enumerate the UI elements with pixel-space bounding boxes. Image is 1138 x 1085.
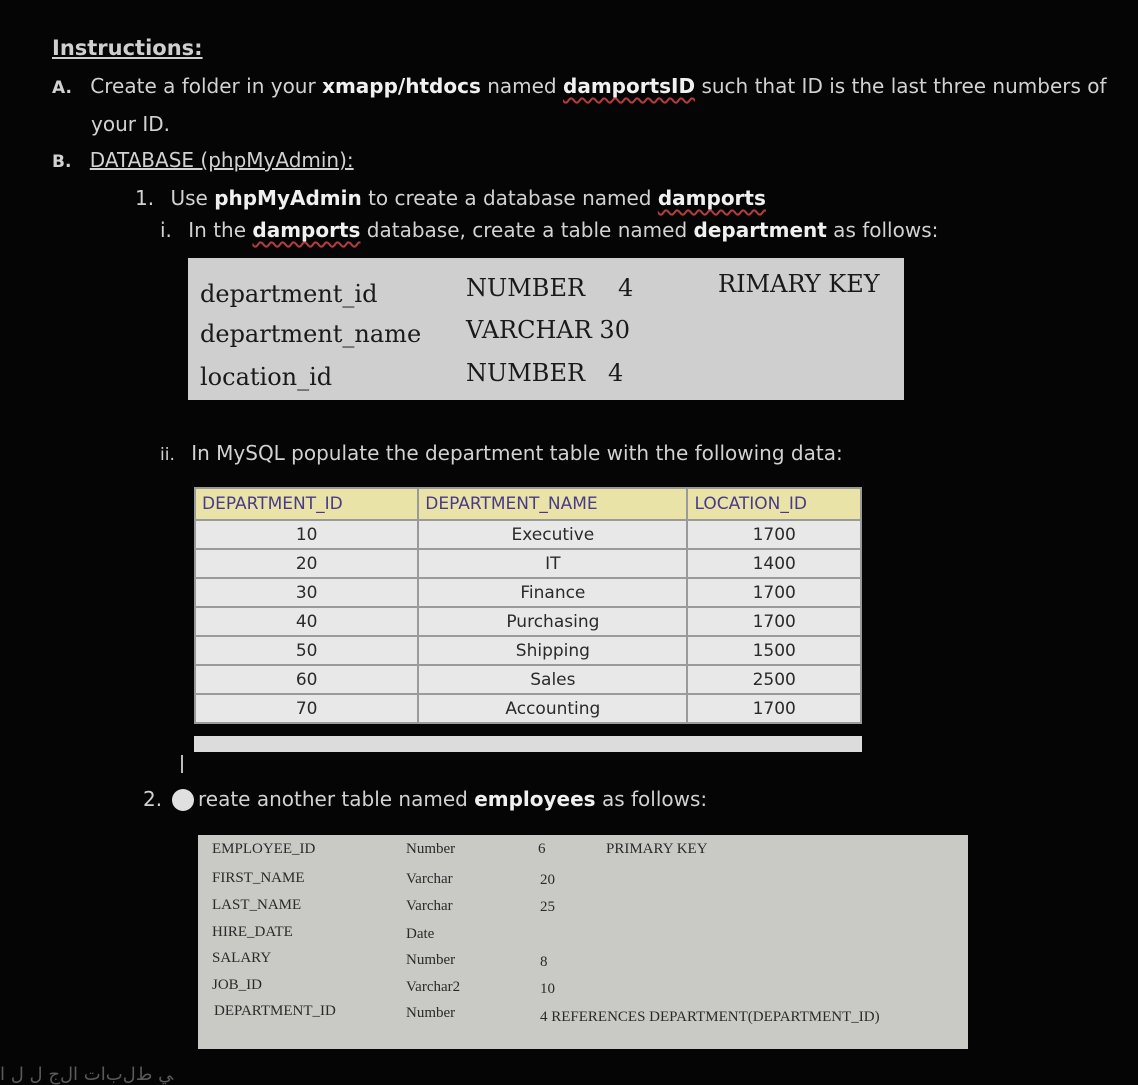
- a-text1: Create a folder in your: [90, 74, 323, 98]
- step1-db: damports: [657, 186, 766, 210]
- selection-dot-icon: [172, 789, 194, 811]
- cell-location-id: 1700: [687, 694, 861, 723]
- instruction-b: [52, 148, 354, 172]
- cell-dept-id: 70: [195, 694, 418, 723]
- schema1-constraint-0: RIMARY KEY: [718, 270, 880, 298]
- step2-table: employees: [474, 787, 596, 811]
- step1-tool: phpMyAdmin: [214, 186, 362, 210]
- emp-name-5: JOB_ID: [212, 977, 263, 993]
- cell-location-id: 1400: [687, 549, 861, 578]
- step1i-text3: as follows:: [826, 218, 939, 242]
- emp-type-4: Number: [406, 952, 456, 968]
- step1-text2: to create a database named: [361, 186, 658, 210]
- cell-location-id: 1700: [687, 520, 861, 549]
- cell-dept-name: Sales: [418, 665, 687, 694]
- step-1i: [160, 218, 938, 242]
- a-line2: your ID.: [91, 112, 170, 136]
- cell-location-id: 1700: [687, 578, 861, 607]
- cell-location-id: 1500: [687, 636, 861, 665]
- table-row: [195, 549, 861, 578]
- schema1-name-1: department_name: [200, 320, 422, 348]
- marker-1: 1.: [135, 186, 155, 210]
- emp-type-6: Number: [406, 1005, 456, 1021]
- cell-dept-id: 10: [195, 520, 418, 549]
- emp-size-2: 25: [540, 899, 555, 915]
- a-folder: damportsID: [563, 74, 696, 98]
- department-schema-box: [188, 258, 904, 400]
- emp-type-3: Date: [406, 926, 435, 942]
- marker-a: A.: [52, 78, 72, 98]
- emp-type-1: Varchar: [406, 871, 453, 887]
- text-cursor: [181, 755, 183, 773]
- b-heading: DATABASE (phpMyAdmin):: [89, 148, 354, 172]
- step-2: [143, 787, 162, 811]
- schema1-name-0: department_id: [200, 280, 378, 308]
- emp-constraint-0: PRIMARY KEY: [606, 841, 708, 857]
- step2-text2: as follows:: [595, 787, 708, 811]
- emp-name-1: FIRST_NAME: [212, 870, 305, 886]
- schema1-type-0: NUMBER: [466, 274, 586, 302]
- emp-name-4: SALARY: [212, 950, 272, 966]
- header-department-id: DEPARTMENT_ID: [195, 488, 418, 520]
- emp-type-5: Varchar2: [406, 979, 461, 995]
- schema1-size-2: 4: [608, 359, 624, 387]
- emp-name-0: EMPLOYEE_ID: [212, 841, 316, 857]
- marker-1i: i.: [160, 218, 172, 242]
- step1ii-text: In MySQL populate the department table with the following data:: [191, 441, 843, 465]
- a-text3: such that ID is the last three numbers of: [695, 74, 1107, 98]
- emp-name-2: LAST_NAME: [212, 897, 302, 913]
- emp-type-0: Number: [406, 841, 456, 857]
- a-path: xmapp/htdocs: [322, 74, 481, 98]
- instructions-title: Instructions:: [52, 36, 203, 60]
- cell-dept-name: Accounting: [418, 694, 687, 723]
- schema1-type-1: VARCHAR 30: [466, 316, 630, 344]
- marker-b: B.: [52, 152, 72, 172]
- step1i-table: department: [693, 218, 827, 242]
- schema1-size-0: 4: [618, 274, 634, 302]
- table-row: [195, 665, 861, 694]
- header-department-name: DEPARTMENT_NAME: [418, 488, 687, 520]
- step1i-db: damports: [252, 218, 361, 242]
- cell-dept-name: Finance: [418, 578, 687, 607]
- emp-size-1: 20: [540, 872, 555, 888]
- emp-size-5: 10: [540, 981, 555, 997]
- cell-dept-id: 60: [195, 665, 418, 694]
- cell-dept-name: IT: [418, 549, 687, 578]
- step1-text1: Use: [170, 186, 215, 210]
- table-header-row: [195, 488, 861, 520]
- schema1-type-2: NUMBER: [466, 359, 586, 387]
- emp-name-6: DEPARTMENT_ID: [214, 1003, 336, 1019]
- step-1: [135, 186, 766, 210]
- employees-schema-box: [198, 835, 968, 1049]
- cell-dept-name: Executive: [418, 520, 687, 549]
- cell-dept-id: 40: [195, 607, 418, 636]
- step1i-text1: In the: [188, 218, 253, 242]
- emp-size-4: 8: [540, 954, 548, 970]
- emp-type-2: Varchar: [406, 898, 453, 914]
- schema1-name-2: location_id: [200, 363, 333, 391]
- step-1ii: [160, 441, 843, 465]
- cell-dept-name: Purchasing: [418, 607, 687, 636]
- table-row: [195, 520, 861, 549]
- cell-location-id: 1700: [687, 607, 861, 636]
- table-row: [195, 578, 861, 607]
- table-row: [195, 694, 861, 723]
- emp-size-6: 4 REFERENCES DEPARTMENT(DEPARTMENT_ID): [540, 1009, 880, 1025]
- table-row: [195, 607, 861, 636]
- cell-dept-id: 20: [195, 549, 418, 578]
- cell-dept-id: 30: [195, 578, 418, 607]
- emp-name-3: HIRE_DATE: [212, 924, 293, 940]
- table-footer: [194, 736, 862, 752]
- header-location-id: LOCATION_ID: [687, 488, 861, 520]
- a-text2: named: [480, 74, 563, 98]
- cell-dept-id: 50: [195, 636, 418, 665]
- cutoff-text: ﻲ ﻁﻝﺏﺍﺕ ﺍﻝﺝ ﻝ ﻝ ﺍ: [0, 1064, 174, 1085]
- instruction-a: [52, 74, 1107, 98]
- cell-dept-name: Shipping: [418, 636, 687, 665]
- department-data-table: [194, 487, 862, 724]
- emp-size-0: 6: [538, 841, 546, 857]
- step2-line: [198, 787, 707, 811]
- cell-location-id: 2500: [687, 665, 861, 694]
- step1i-text2: database, create a table named: [360, 218, 694, 242]
- step2-text1: reate another table named: [198, 787, 475, 811]
- table-row: [195, 636, 861, 665]
- marker-1ii: ii.: [160, 445, 175, 465]
- marker-2: 2.: [143, 787, 163, 811]
